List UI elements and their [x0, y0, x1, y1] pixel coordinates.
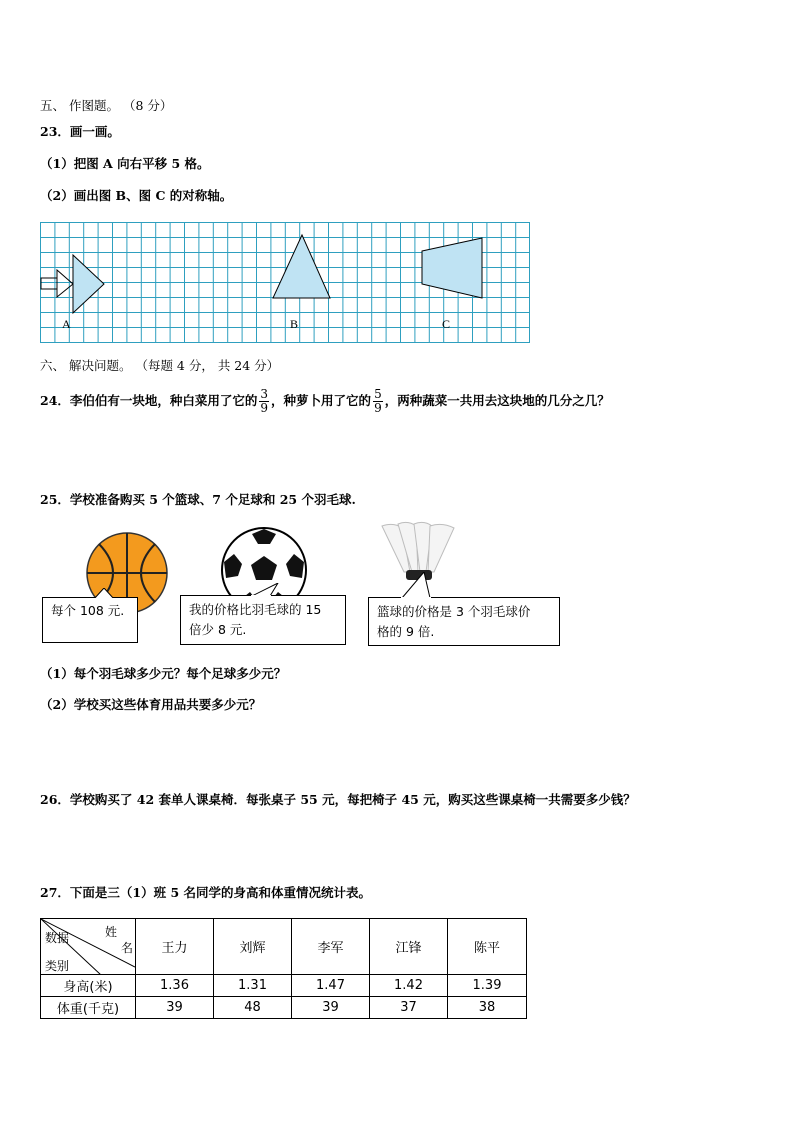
- table-corner-cell: [41, 919, 136, 975]
- question-24-part-1: 24．李伯伯有一块地，种白菜用了它的: [40, 393, 258, 408]
- question-23-sub-1: （1）把图 A 向右平移 5 格。: [40, 156, 210, 171]
- football-price-bubble: [180, 595, 346, 645]
- shuttlecock-bubble-tail: [400, 572, 440, 599]
- drawing-grid: [40, 222, 530, 343]
- football-bubble-tail: [250, 583, 286, 597]
- table-header-name: 李军: [292, 919, 370, 975]
- basketball-bubble-tail: [90, 588, 120, 600]
- fraction-2-denominator: 9: [374, 401, 382, 415]
- corner-label-data: 数据: [45, 931, 70, 945]
- question-26: 26．学校购买了 42 套单人课桌椅．每张桌子 55 元，每把椅子 45 元，购买这些课桌椅一共需要多少钱？: [40, 792, 636, 807]
- fraction-5-9: [373, 388, 383, 415]
- figure-a-label: A: [62, 317, 71, 331]
- question-27-title: 27．下面是三（1）班 5 名同学的身高和体重情况统计表。: [40, 885, 371, 900]
- table-header-name: 刘辉: [214, 919, 292, 975]
- section-5-heading: 五、 作图题。 （8 分）: [40, 98, 173, 113]
- table-cell: 48: [214, 997, 292, 1019]
- question-25-sub-2: （2）学校买这些体育用品共要多少元？: [40, 697, 262, 712]
- fraction-1-denominator: 9: [260, 401, 269, 415]
- football-price-line-1: 我的价格比羽毛球的 15: [189, 602, 322, 617]
- question-23-title: 23．画一画。: [40, 124, 120, 139]
- figure-b-triangle: [273, 235, 330, 298]
- question-25-sub-1: （1）每个羽毛球多少元？每个足球多少元？: [40, 666, 287, 681]
- table-row-label: 身高(米): [41, 975, 136, 997]
- table-row: [41, 975, 527, 997]
- question-25-title: 25．学校准备购买 5 个篮球、7 个足球和 25 个羽毛球.: [40, 492, 356, 507]
- table-cell: 39: [292, 997, 370, 1019]
- shuttlecock-price-line-1: 篮球的价格是 3 个羽毛球价: [377, 604, 531, 619]
- corner-label-ming: 名: [121, 941, 134, 955]
- table-cell: 1.31: [214, 975, 292, 997]
- basketball-price-bubble: [42, 597, 138, 643]
- table-cell: 1.47: [292, 975, 370, 997]
- fraction-2-numerator: 5: [374, 387, 382, 401]
- table-row-label: 体重(千克): [41, 997, 136, 1019]
- figure-a-small-head: [57, 270, 73, 297]
- table-cell: 1.39: [448, 975, 527, 997]
- figure-a-big-head: [73, 255, 104, 313]
- figure-c-trapezoid: [422, 238, 482, 298]
- table-cell: 38: [448, 997, 527, 1019]
- table-header-row: [41, 919, 527, 975]
- basketball-price-text: 每个 108 元.: [51, 603, 125, 618]
- figure-a: [41, 255, 104, 313]
- section-6-heading: 六、 解决问题。 （每题 4 分， 共 24 分）: [40, 358, 280, 373]
- question-23-sub-2: （2）画出图 B、图 C 的对称轴。: [40, 188, 233, 203]
- table-header-name: 王力: [136, 919, 214, 975]
- shuttlecock-price-line-2: 格的 9 倍.: [377, 624, 435, 639]
- corner-label-category: 类别: [45, 959, 70, 973]
- table-header-name: 陈平: [448, 919, 527, 975]
- question-24: [40, 386, 610, 416]
- table-cell: 1.42: [370, 975, 448, 997]
- table-cell: 37: [370, 997, 448, 1019]
- question-24-part-3: ，两种蔬菜一共用去这块地的几分之几？: [384, 393, 610, 408]
- question-24-part-2: ，种萝卜用了它的: [271, 393, 372, 408]
- fraction-1-numerator: 3: [260, 387, 269, 401]
- corner-label-xing: 姓: [105, 925, 118, 939]
- height-weight-table: [40, 918, 527, 1019]
- table-cell: 39: [136, 997, 214, 1019]
- figure-b-label: B: [290, 317, 299, 331]
- football-price-line-2: 倍少 8 元.: [189, 622, 247, 637]
- table-cell: 1.36: [136, 975, 214, 997]
- shuttlecock-price-bubble: [368, 597, 560, 646]
- fraction-3-9: [259, 388, 269, 415]
- grid-svg: [40, 222, 530, 343]
- shuttlecock-feathers: [382, 522, 454, 572]
- figure-c-label: C: [442, 317, 451, 331]
- table-header-name: 江锋: [370, 919, 448, 975]
- table-row: [41, 997, 527, 1019]
